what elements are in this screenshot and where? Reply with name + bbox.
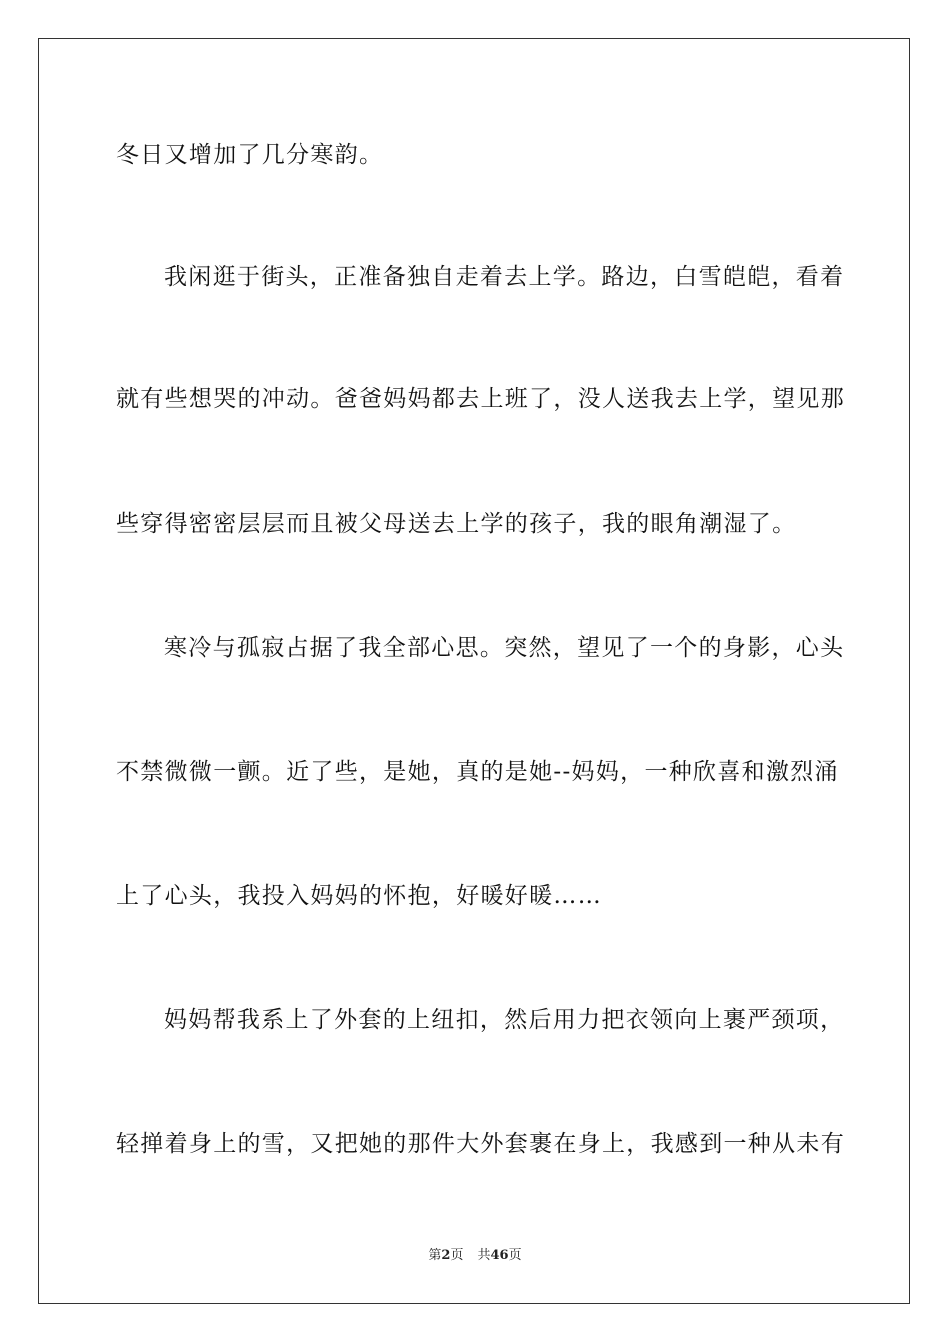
paragraph-2-line-2: 就有些想哭的冲动。爸爸妈妈都去上班了，没人送我去上学，望见那 (116, 386, 845, 412)
page-number: 2 (441, 1248, 451, 1263)
paragraph-2-line-1: 我闲逛于街头，正准备独自走着去上学。路边，白雪皑皑，看着 (164, 264, 845, 290)
paragraph-3-line-3: 上了心头，我投入妈妈的怀抱，好暖好暖…… (116, 883, 602, 909)
total-pages: 46 (490, 1248, 509, 1263)
paragraph-3-line-1: 寒冷与孤寂占据了我全部心思。突然，望见了一个的身影，心头 (164, 635, 845, 661)
paragraph-2-line-3: 些穿得密密层层而且被父母送去上学的孩子，我的眼角潮湿了。 (116, 511, 797, 537)
paragraph-4-line-1: 妈妈帮我系上了外套的上纽扣，然后用力把衣领向上裹严颈项， (164, 1007, 845, 1033)
page-border (38, 38, 910, 1304)
page-footer (0, 1248, 950, 1264)
page-prefix: 第 (428, 1248, 442, 1263)
paragraph-4-line-2: 轻掸着身上的雪，又把她的那件大外套裹在身上，我感到一种从未有 (116, 1131, 845, 1157)
text-line-1: 冬日又增加了几分寒韵。 (116, 142, 384, 168)
total-suffix: 页 (508, 1248, 522, 1263)
total-prefix: 共 (477, 1248, 491, 1263)
paragraph-3-line-2: 不禁微微一颤。近了些，是她，真的是她--妈妈，一种欣喜和激烈涌 (116, 759, 839, 785)
page-suffix: 页 (450, 1248, 464, 1263)
